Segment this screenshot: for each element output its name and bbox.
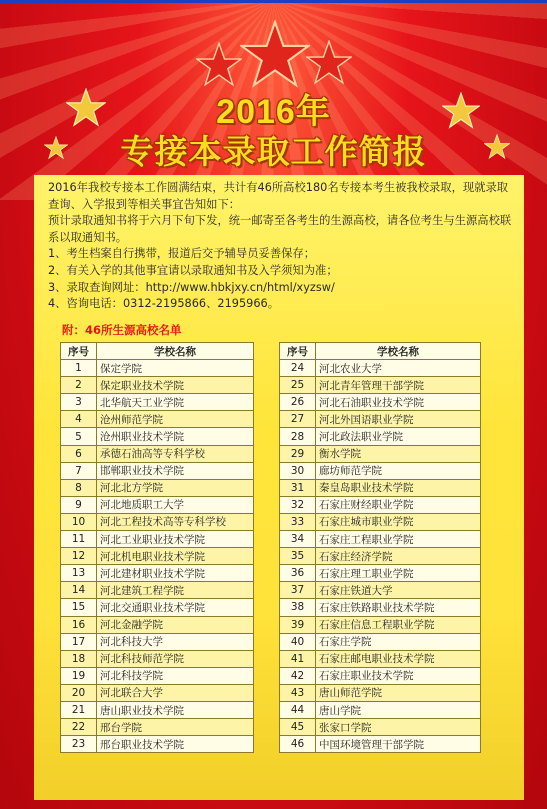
school-name: 沧州职业技术学院 (97, 428, 254, 445)
school-name: 石家庄邮电职业技术学院 (316, 650, 481, 667)
list-subtitle: 附：46所生源高校名单 (62, 323, 182, 337)
table-row (280, 548, 481, 565)
row-number: 32 (280, 496, 316, 513)
table-row (61, 377, 254, 394)
table-row (280, 411, 481, 428)
row-number: 41 (280, 650, 316, 667)
school-name: 衡水学院 (316, 445, 481, 462)
table-row (280, 582, 481, 599)
school-table-left (60, 342, 254, 753)
intro-item: 3、录取查询网址：http://www.hbkjxy.cn/html/xyzsw/ (48, 280, 335, 294)
row-number: 38 (280, 599, 316, 616)
row-number: 12 (61, 548, 97, 565)
school-name: 石家庄财经职业学院 (316, 496, 481, 513)
intro-paragraph: 预计录取通知书将于六月下旬下发，统一邮寄至各考生的生源高校，请各位考生与生源高校联系以取通知书。 (48, 214, 512, 244)
intro-text (48, 180, 514, 313)
school-name: 河北青年管理干部学院 (316, 377, 481, 394)
school-name: 石家庄理工职业学院 (316, 565, 481, 582)
row-number: 10 (61, 513, 97, 530)
row-number: 27 (280, 411, 316, 428)
table-row (280, 701, 481, 718)
row-number: 21 (61, 701, 97, 718)
school-name: 河北交通职业技术学院 (97, 599, 254, 616)
school-name: 沧州师范学院 (97, 411, 254, 428)
table-row (280, 377, 481, 394)
school-name: 唐山职业技术学院 (97, 701, 254, 718)
row-number: 29 (280, 445, 316, 462)
table-row (280, 462, 481, 479)
row-number: 35 (280, 548, 316, 565)
column-header-number: 序号 (280, 343, 316, 360)
school-name: 河北机电职业技术学院 (97, 548, 254, 565)
row-number: 1 (61, 360, 97, 377)
table-row (280, 428, 481, 445)
title-main: 专接本录取工作简报 (120, 133, 427, 170)
intro-item: 4、咨询电话：0312-2195866、2195966。 (48, 297, 280, 311)
table-row (61, 719, 254, 736)
table-row (280, 360, 481, 377)
table-row (280, 599, 481, 616)
row-number: 11 (61, 531, 97, 548)
school-name: 河北建筑工程学院 (97, 582, 254, 599)
table-row (280, 719, 481, 736)
row-number: 45 (280, 719, 316, 736)
row-number: 5 (61, 428, 97, 445)
table-row (280, 445, 481, 462)
column-header-school: 学校名称 (316, 343, 481, 360)
table-row (61, 599, 254, 616)
row-number: 16 (61, 616, 97, 633)
table-row (280, 650, 481, 667)
row-number: 19 (61, 667, 97, 684)
title-year: 2016年 (216, 93, 331, 131)
school-name: 河北联合大学 (97, 684, 254, 701)
table-row (61, 650, 254, 667)
table-row (280, 479, 481, 496)
star-icon (240, 20, 310, 90)
school-name: 石家庄城市职业学院 (316, 513, 481, 530)
school-name: 石家庄工程职业学院 (316, 531, 481, 548)
row-number: 30 (280, 462, 316, 479)
school-name: 邯郸职业技术学院 (97, 462, 254, 479)
row-number: 9 (61, 496, 97, 513)
school-name: 承德石油高等专科学校 (97, 445, 254, 462)
row-number: 33 (280, 513, 316, 530)
column-header-school: 学校名称 (97, 343, 254, 360)
row-number: 37 (280, 582, 316, 599)
row-number: 18 (61, 650, 97, 667)
school-name: 石家庄铁道大学 (316, 582, 481, 599)
row-number: 3 (61, 394, 97, 411)
table-row (61, 736, 254, 753)
table-row (280, 565, 481, 582)
row-number: 4 (61, 411, 97, 428)
school-name: 河北政法职业学院 (316, 428, 481, 445)
school-name: 唐山师范学院 (316, 684, 481, 701)
school-name: 河北外国语职业学院 (316, 411, 481, 428)
table-row (61, 582, 254, 599)
school-name: 唐山学院 (316, 701, 481, 718)
school-name: 河北工程技术高等专科学校 (97, 513, 254, 530)
school-table-right (279, 342, 481, 753)
table-row (61, 479, 254, 496)
star-icon (306, 40, 352, 86)
row-number: 39 (280, 616, 316, 633)
row-number: 26 (280, 394, 316, 411)
school-name: 河北建材职业技术学院 (97, 565, 254, 582)
table-row (61, 428, 254, 445)
school-name: 石家庄经济学院 (316, 548, 481, 565)
row-number: 17 (61, 633, 97, 650)
row-number: 6 (61, 445, 97, 462)
row-number: 25 (280, 377, 316, 394)
table-row (61, 411, 254, 428)
school-name: 保定学院 (97, 360, 254, 377)
row-number: 31 (280, 479, 316, 496)
school-name: 石家庄信息工程职业学院 (316, 616, 481, 633)
school-name: 河北地质职工大学 (97, 496, 254, 513)
row-number: 40 (280, 633, 316, 650)
table-row (61, 684, 254, 701)
row-number: 43 (280, 684, 316, 701)
row-number: 23 (61, 736, 97, 753)
school-name: 石家庄职业技术学院 (316, 667, 481, 684)
table-row (280, 616, 481, 633)
school-name: 保定职业技术学院 (97, 377, 254, 394)
row-number: 14 (61, 582, 97, 599)
table-row (61, 633, 254, 650)
intro-item: 1、考生档案自行携带，报道后交予辅导员妥善保存； (48, 247, 316, 261)
school-name: 张家口学院 (316, 719, 481, 736)
row-number: 15 (61, 599, 97, 616)
table-row (280, 667, 481, 684)
table-row (61, 701, 254, 718)
school-name: 秦皇岛职业技术学院 (316, 479, 481, 496)
table-row (280, 394, 481, 411)
school-name: 河北科技师范学院 (97, 650, 254, 667)
school-name: 邢台学院 (97, 719, 254, 736)
row-number: 44 (280, 701, 316, 718)
row-number: 22 (61, 719, 97, 736)
star-icon (196, 42, 242, 88)
table-row (280, 496, 481, 513)
school-name: 北华航天工业学院 (97, 394, 254, 411)
school-name: 河北科技学院 (97, 667, 254, 684)
table-row (280, 684, 481, 701)
school-name: 河北金融学院 (97, 616, 254, 633)
row-number: 34 (280, 531, 316, 548)
school-name: 河北工业职业技术学院 (97, 531, 254, 548)
row-number: 13 (61, 565, 97, 582)
table-row (61, 548, 254, 565)
table-row (61, 462, 254, 479)
table-row (61, 496, 254, 513)
school-name: 河北北方学院 (97, 479, 254, 496)
row-number: 2 (61, 377, 97, 394)
table-row (280, 736, 481, 753)
table-row (280, 513, 481, 530)
table-row (280, 531, 481, 548)
row-number: 20 (61, 684, 97, 701)
row-number: 42 (280, 667, 316, 684)
frame-edge (0, 0, 547, 3)
school-name: 邢台职业技术学院 (97, 736, 254, 753)
row-number: 24 (280, 360, 316, 377)
school-name: 河北科技大学 (97, 633, 254, 650)
column-header-number: 序号 (61, 343, 97, 360)
table-row (61, 667, 254, 684)
table-row (61, 394, 254, 411)
school-name: 河北农业大学 (316, 360, 481, 377)
table-row (280, 633, 481, 650)
table-row (61, 513, 254, 530)
table-row (61, 360, 254, 377)
row-number: 7 (61, 462, 97, 479)
row-number: 46 (280, 736, 316, 753)
intro-paragraph: 2016年我校专接本工作圆满结束，共计有46所高校180名专接本考生被我校录取，现就录取查询、入学报到等相关事宜告知如下： (48, 181, 509, 211)
row-number: 36 (280, 565, 316, 582)
row-number: 8 (61, 479, 97, 496)
school-name: 石家庄学院 (316, 633, 481, 650)
table-row (61, 445, 254, 462)
school-name: 石家庄铁路职业技术学院 (316, 599, 481, 616)
intro-item: 2、有关入学的其他事宜请以录取通知书及入学须知为准； (48, 263, 338, 277)
table-row (61, 616, 254, 633)
table-row (61, 531, 254, 548)
school-name: 河北石油职业技术学院 (316, 394, 481, 411)
school-name: 廊坊师范学院 (316, 462, 481, 479)
row-number: 28 (280, 428, 316, 445)
school-name: 中国环境管理干部学院 (316, 736, 481, 753)
table-row (61, 565, 254, 582)
